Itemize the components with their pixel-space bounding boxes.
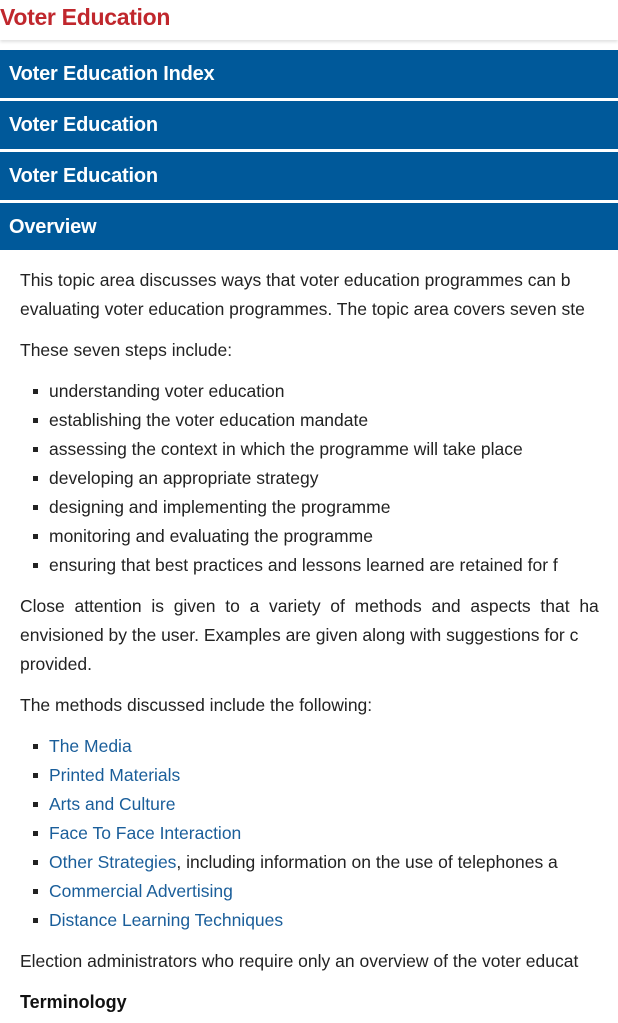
bullet-icon bbox=[33, 831, 38, 836]
bullet-icon bbox=[33, 534, 38, 539]
nav-voter-education-sub[interactable]: Voter Education bbox=[0, 152, 618, 200]
link-other-strategies[interactable]: Other Strategies bbox=[49, 852, 177, 872]
steps-intro: These seven steps include: bbox=[20, 340, 233, 360]
bullet-icon bbox=[33, 918, 38, 923]
nav-voter-education-index[interactable]: Voter Education Index bbox=[0, 50, 618, 98]
link-printed-materials[interactable]: Printed Materials bbox=[49, 765, 181, 785]
link-face-to-face-interaction[interactable]: Face To Face Interaction bbox=[49, 823, 242, 843]
methods-list bbox=[20, 732, 618, 935]
link-arts-and-culture[interactable]: Arts and Culture bbox=[49, 794, 176, 814]
bullet-icon bbox=[33, 505, 38, 510]
bullet-icon bbox=[33, 418, 38, 423]
steps-list bbox=[20, 377, 618, 580]
list-item: establishing the voter education mandate bbox=[20, 406, 618, 435]
other-strategies-suffix: , including information on the use of telephones a bbox=[176, 852, 558, 872]
list-item: monitoring and evaluating the programme bbox=[20, 522, 618, 551]
list-item bbox=[20, 848, 618, 877]
bullet-icon bbox=[33, 476, 38, 481]
bullet-icon bbox=[33, 563, 38, 568]
list-item: designing and implementing the programme bbox=[20, 493, 618, 522]
intro-line-2: evaluating voter education programmes. The topic area covers seven ste bbox=[20, 299, 585, 319]
bullet-icon bbox=[33, 773, 38, 778]
list-item: assessing the context in which the programme will take place bbox=[20, 435, 618, 464]
list-item bbox=[20, 819, 618, 848]
site-title[interactable]: Voter Education bbox=[0, 4, 171, 30]
methods-intro: The methods discussed include the following: bbox=[20, 695, 373, 715]
terminology-heading: Terminology bbox=[20, 992, 127, 1012]
list-item bbox=[20, 761, 618, 790]
list-item bbox=[20, 790, 618, 819]
bullet-icon bbox=[33, 447, 38, 452]
list-item bbox=[20, 877, 618, 906]
nav-overview[interactable]: Overview bbox=[0, 203, 618, 250]
attention-line-3: provided. bbox=[20, 654, 92, 674]
attention-line-2: envisioned by the user. Examples are given along with suggestions for c bbox=[20, 625, 579, 645]
list-item: ensuring that best practices and lessons learned are retained for f bbox=[20, 551, 618, 580]
nav-voter-education[interactable]: Voter Education bbox=[0, 101, 618, 149]
list-item bbox=[20, 732, 618, 761]
bullet-icon bbox=[33, 860, 38, 865]
attention-line-1: Close attention is given to a variety of methods and aspects that ha bbox=[20, 596, 599, 616]
list-item bbox=[20, 906, 618, 935]
bullet-icon bbox=[33, 802, 38, 807]
bullet-icon bbox=[33, 889, 38, 894]
article-body bbox=[20, 266, 618, 1017]
bullet-icon bbox=[33, 389, 38, 394]
intro-line-1: This topic area discusses ways that voter education programmes can b bbox=[20, 270, 571, 290]
link-the-media[interactable]: The Media bbox=[49, 736, 132, 756]
closing-paragraph: Election administrators who require only an overview of the voter educat bbox=[20, 951, 579, 971]
list-item: understanding voter education bbox=[20, 377, 618, 406]
link-commercial-advertising[interactable]: Commercial Advertising bbox=[49, 881, 233, 901]
top-bar bbox=[0, 0, 618, 40]
list-item: developing an appropriate strategy bbox=[20, 464, 618, 493]
link-distance-learning-techniques[interactable]: Distance Learning Techniques bbox=[49, 910, 284, 930]
bullet-icon bbox=[33, 744, 38, 749]
